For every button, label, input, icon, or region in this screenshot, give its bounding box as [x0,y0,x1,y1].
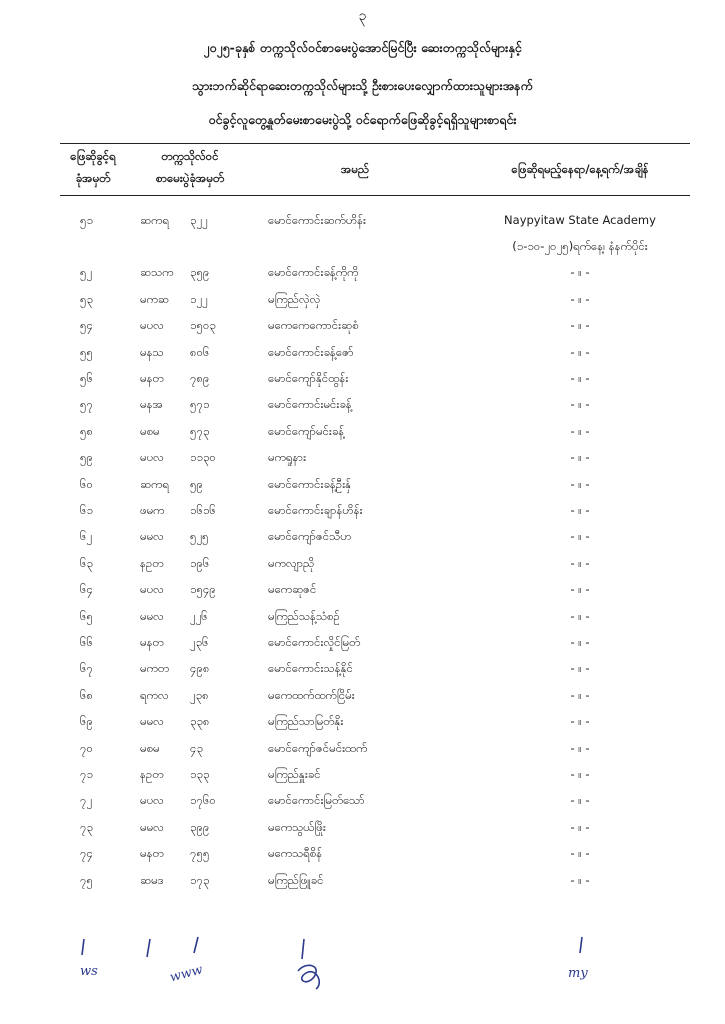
cell-reg-num: ၇၈၉ [190,371,210,385]
cell-reg-num: ၁၉၆ [190,555,210,570]
cell-reg-code: မကဆ [140,291,169,306]
header-place: ဖြေဆိုရမည့်နေရာ/နေ့ရက်/အချိန် [511,162,649,176]
cell-name: မကြည်နှူးခင် [268,767,321,781]
cell-place: - ။ - [570,555,590,570]
cell-reg-code: မနတ [140,635,164,649]
cell-reg-code: မနတ [140,846,164,861]
table-row [0,603,725,629]
cell-place: - ။ - [570,635,590,649]
cell-reg-num: ၄၃ [190,740,203,755]
cell-reg-code: ဆကရ [140,476,169,491]
table-row [0,787,725,813]
cell-reg-num: ၁၅၀၃ [190,318,216,333]
cell-reg-num: ၅၉ [190,476,203,491]
table-header-bottom-rule [60,195,690,196]
cell-reg-code: မမလ [140,714,164,729]
cell-reg-num: ၂၃၈ [190,687,209,702]
table-row [0,655,725,681]
cell-place: - ။ - [570,608,590,623]
cell-reg-code: ဆကရ [140,213,169,227]
cell-name: မောင်ကျော်ဇင်သီဟ [268,529,352,544]
cell-reg-num: ၃၃၈ [190,714,210,729]
signature-2-initials: www [168,962,205,986]
cell-reg-num: ၁၅၄၉ [190,582,216,597]
cell-exam-no: ၅၅ [80,344,93,359]
cell-exam-no: ၆၀ [80,476,93,491]
cell-place: - ။ - [570,503,590,517]
cell-reg-code: မနသ [140,344,164,359]
cell-reg-code: ဆမဒ [140,872,164,887]
cell-place: - ။ - [570,265,590,280]
cell-reg-code: မပလ [140,318,164,333]
cell-name: မောင်ကောင်းသန့်နိုင် [268,661,353,676]
cell-reg-num: ၄၉၈ [190,661,210,676]
cell-reg-code: မကတ [140,661,170,676]
signature-2-mark [140,935,160,965]
cell-place: - ။ - [570,397,590,412]
cell-exam-no: ၅၆ [80,371,93,385]
cell-exam-no: ၅၃ [80,291,93,306]
cell-reg-code: မနအ [140,397,164,412]
cell-exam-no: ၆၃ [80,555,93,570]
header-reg-no-line-2: စာမေးပွဲခုံအမှတ် [155,171,225,185]
cell-name: မကြည်လှဲလှဲ [268,291,321,306]
cell-exam-no: ၆၄ [80,582,93,597]
table-row [0,735,725,761]
table-row [0,682,725,708]
table-row [0,550,725,576]
cell-reg-code: ရကလ [140,687,169,702]
cell-place: Naypyitaw State Academy [504,213,656,227]
table-row [0,259,725,285]
cell-reg-num: ၂၂၆ [190,608,208,623]
cell-reg-code: နဥတ [140,767,164,781]
cell-place: - ။ - [570,450,590,465]
cell-name: မကေကေကောင်းဆုစံ [268,318,359,333]
cell-exam-no: ၅၉ [80,450,93,465]
table-row [0,365,725,391]
cell-name: မောင်ကောင်းချာန်ဟိန်း [268,503,363,517]
cell-reg-num: ၅၇၁ [190,397,210,412]
cell-place: - ။ - [570,767,590,781]
cell-exam-no: ၆၁ [80,503,93,517]
cell-place: - ။ - [570,714,590,729]
cell-reg-num: ၁၇၆၀ [190,793,216,808]
table-row [0,814,725,840]
cell-exam-no: ၆၈ [80,687,94,702]
cell-reg-code: မပလ [140,793,164,808]
header-reg-no [130,145,250,189]
table-row [0,708,725,734]
cell-reg-code: ဖမက [140,503,165,517]
cell-place: - ။ - [570,793,590,808]
page-number: ၃ [358,8,367,24]
table-header-top-rule [60,143,690,144]
cell-name: မောင်ကောင်းခန့်ဇော် [268,344,354,359]
cell-reg-num: ၁၆၁၆ [190,503,216,517]
table-row [0,629,725,655]
cell-exam-no: ၆၉ [80,714,93,729]
cell-place: - ။ - [570,318,590,333]
cell-reg-num: ၁၇၃ [190,872,210,887]
cell-exam-no: ၅၂ [80,265,93,280]
cell-name: မောင်ကောင်းခန့်ဦးနှ် [268,476,352,491]
table-row [0,867,725,893]
table-row [0,418,725,444]
cell-place: - ။ - [570,344,590,359]
cell-name: မောင်ကောင်းလှိုင်မြတ် [268,635,361,649]
cell-exam-no: ၇၂ [80,793,93,808]
cell-name: မောင်ကျော်နိုင်ထွန်း [268,371,349,385]
cell-exam-no: ၆၂ [80,529,93,544]
cell-exam-no: ၆၆ [80,635,93,649]
table-row [0,444,725,470]
cell-reg-num: ၁၁၃၀ [190,450,216,465]
cell-place: - ။ - [570,291,590,306]
signature-1-initials: ws [80,964,98,979]
signature-1 [78,935,114,985]
cell-reg-code: ဆသက [140,265,174,280]
cell-reg-num: ၇၅၅ [190,846,210,861]
header-reg-no-line-1: တက္ကသိုလ်ဝင် [161,149,219,163]
cell-exam-no: ၅၇ [80,397,93,412]
cell-place: - ။ - [570,846,590,861]
cell-name: မကေဆုဇင် [268,582,317,597]
cell-place: - ။ - [570,661,590,676]
signature-4 [564,935,600,985]
cell-place: - ။ - [570,687,590,702]
cell-name: မကြည်ဖြူခင် [268,872,324,887]
cell-place: - ။ - [570,371,590,385]
document-title-line-1: ၂၀၂၅-ခုနှစ် တက္ကသိုလ်ဝင်စာမေးပွဲအောင်မြင်ပြီး ဆေးတက္ကသိုလ်များနှင့် [203,40,522,55]
signature-3 [292,935,332,995]
table-row [0,840,725,866]
cell-reg-code: မမလ [140,608,164,623]
cell-exam-no: ၅၁ [80,213,93,227]
cell-reg-num: ၂၃၆ [190,635,209,649]
cell-reg-num: ၅၂၅ [190,529,209,544]
cell-exam-no: ၅၈ [80,423,94,438]
cell-exam-no: ၇၅ [80,872,93,887]
signature-4-initials: my [568,966,588,981]
first-place-date: (၁-၁၀-၂၀၂၅)ရက်နေ့၊ နံနက်ပိုင်း [512,239,648,253]
cell-place: - ။ - [570,529,590,544]
cell-place: - ။ - [570,740,590,755]
cell-reg-code: မစမ [140,423,160,438]
cell-name: မောင်ကောင်းဆက်ဟိန်း [268,213,366,227]
cell-exam-no: ၆၇ [80,661,93,676]
cell-reg-num: ၅၇၃ [190,423,210,438]
cell-name: မကြည်သာမြတ်နိုး [268,714,344,729]
signature-2 [168,935,218,990]
table-row [0,391,725,417]
cell-reg-code: မမလ [140,529,164,544]
table-row [0,312,725,338]
header-exam-no-line-2: ခုံအမှတ် [75,171,111,185]
cell-name: မောင်ကောင်းမင်းခန့် [268,397,352,412]
cell-reg-code: မစမ [140,740,160,755]
cell-exam-no: ၅၄ [80,318,93,333]
cell-exam-no: ၇၁ [80,767,93,781]
cell-name: မကရှုနား [268,450,307,465]
document-title-line-3: ဝင်ခွင့်လူတွေ့နှုတ်မေးစာမေးပွဲသို့ ဝင်ရောက်ဖြေဆိုခွင့်ရရှိသူများစာရင်း [208,112,517,127]
header-exam-no [58,145,128,189]
cell-place: - ။ - [570,819,590,834]
cell-reg-num: ၃၅၉ [190,265,210,280]
cell-exam-no: ၇၀ [80,740,93,755]
cell-exam-no: ၇၃ [80,819,93,834]
cell-name: မောင်ကောင်းမြတ်သော် [268,793,365,808]
cell-place: - ။ - [570,872,590,887]
cell-place: - ။ - [570,476,590,491]
table-row [0,471,725,497]
cell-exam-no: ၆၅ [80,608,93,623]
table-row [0,761,725,787]
cell-name: မကေသရီစိန် [268,846,323,861]
cell-reg-code: နဥတ [140,555,164,570]
cell-name: မောင်ကျော်မင်းခန့် [268,423,345,438]
table-row [0,207,725,233]
cell-reg-code: မနတ [140,371,164,385]
cell-reg-code: မပလ [140,582,164,597]
cell-exam-no: ၇၄ [80,846,93,861]
cell-name: မောင်ကောင်းခန့်ကိုကို [268,265,359,280]
cell-reg-num: ၃၂၂ [190,213,208,227]
table-row [0,576,725,602]
cell-name: မောင်ကျော်ဇင်မင်းထက် [268,740,368,755]
cell-place: - ။ - [570,423,590,438]
table-row [0,286,725,312]
cell-name: မကေသွယ်ဖြိုး [268,819,326,834]
table-row [0,497,725,523]
cell-name: မကေထက်ထက်ငြိမ်း [268,687,355,702]
cell-reg-num: ၃၉၉ [190,819,210,834]
document-title-line-2: သွားဘက်ဆိုင်ရာဆေးတက္ကသိုလ်များသို့ ဦးစားပေးလျှောက်ထားသူများအနက် [192,78,533,93]
cell-reg-code: မပလ [140,450,164,465]
table-row [0,339,725,365]
cell-reg-num: ၈၀၆ [190,344,210,359]
table-row [0,523,725,549]
cell-place: - ။ - [570,582,590,597]
cell-reg-num: ၁၃၃ [190,767,210,781]
header-name: အမည် [340,162,370,176]
header-exam-no-line-1: ဖြေဆိုခွင့်ရ [70,149,116,163]
cell-reg-code: မမလ [140,819,164,834]
cell-reg-num: ၁၂၂ [190,291,208,306]
cell-name: မကြည်သန့်သံစဉ် [268,608,340,623]
cell-name: မကလျာညို [268,555,315,570]
